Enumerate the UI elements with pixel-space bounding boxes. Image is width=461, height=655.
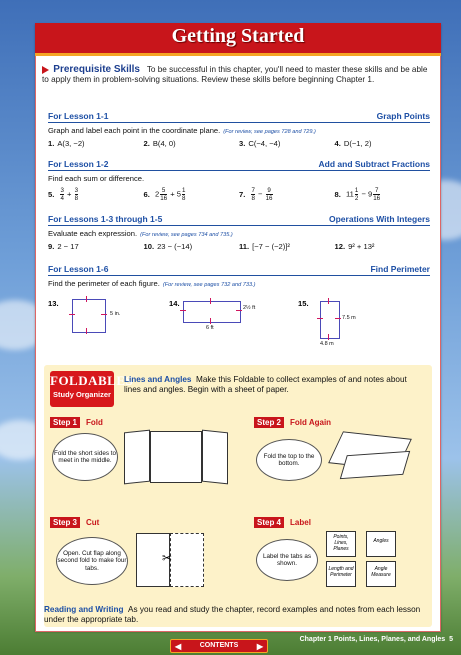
tab-label: Length and Perimeter <box>326 561 356 587</box>
prereq-title: Prerequisite Skills <box>53 64 140 75</box>
step-4-bubble: Label the tabs as shown. <box>256 539 318 581</box>
next-arrow-icon[interactable]: ▶ <box>256 642 263 651</box>
reading-and-writing: Reading and Writing As you read and study the chapter, record examples and notes from each lesson under the appropriate tab. <box>44 605 421 624</box>
step-2-bubble: Fold the top to the bottom. <box>256 439 322 481</box>
contents-button[interactable]: ◀ CONTENTS ▶ <box>170 639 268 653</box>
dimension-label: 4.8 m <box>320 341 334 347</box>
lesson-topic: Find Perimeter <box>370 264 430 274</box>
paper-illustration <box>170 533 204 587</box>
review-note: (For review, see pages 732 and 733.) <box>162 282 256 288</box>
problem: 7. $\frac{7}{8}$ − $\frac{9}{16}$ <box>239 187 273 202</box>
page-title: Getting Started <box>171 25 305 47</box>
problem: 5. $\frac{3}{4}$ + $\frac{3}{8}$ <box>48 187 79 202</box>
figure-13: 13. 5 in. <box>48 293 158 343</box>
problem: 4. D(−1, 2) <box>334 139 372 148</box>
problem: 8. 11 $\frac{1}{2}$ − 9 $\frac{7}{16}$ <box>334 187 381 202</box>
paper-illustration <box>340 451 410 479</box>
page-number: 5 <box>449 636 453 643</box>
prereq-text: To be successful in this chapter, you'll need to master these skills and be able to apply them in problem-solving situations. Review these skills before beginning Chapter 1. <box>42 65 428 84</box>
lesson-heading: For Lesson 1-6 <box>48 264 109 274</box>
foldables-intro: Lines and Angles Make this Foldable to collect examples of and notes about lines and angles. Begin with a sheet of paper. <box>124 375 407 394</box>
lesson-1-3-to-1-5 <box>48 214 430 251</box>
review-note: (For review, see pages 734 and 735.) <box>140 232 233 238</box>
step-2: Step 2 Fold Again <box>254 417 331 428</box>
step-3: Step 3 Cut <box>50 517 99 528</box>
instruction: Evaluate each expression. <box>48 229 138 238</box>
step-1-bubble: Fold the short sides to meet in the middle. <box>52 433 118 481</box>
step-3-bubble: Open. Cut flap along second fold to make four tabs. <box>56 537 128 585</box>
problem: 3. C(−4, −4) <box>239 139 281 148</box>
problem: 10. 23 − (−14) <box>143 242 193 251</box>
problem: 2. B(4, 0) <box>143 139 176 148</box>
tab-label: Angles <box>366 531 396 557</box>
lesson-topic: Graph Points <box>376 111 430 121</box>
problem: 1. A(3, −2) <box>48 139 85 148</box>
page <box>35 24 441 632</box>
dimension-label: 6 ft <box>206 325 214 331</box>
paper-illustration <box>202 430 228 485</box>
lesson-topic: Operations With Integers <box>329 214 430 224</box>
dimension-label: 2½ ft <box>243 305 256 311</box>
step-1: Step 1 Fold <box>50 417 103 428</box>
prev-arrow-icon[interactable]: ◀ <box>175 642 182 651</box>
problem: 9. 2 − 17 <box>48 242 79 251</box>
lesson-1-6 <box>48 264 430 288</box>
step-4: Step 4 Label <box>254 517 311 528</box>
problem: 11. [−7 − (−2)]² <box>239 242 290 251</box>
figure-15: 15. 7.5 m 4.8 m <box>298 299 356 347</box>
scissors-icon: ✂ <box>162 551 173 565</box>
banner <box>35 23 441 56</box>
tab-label: Angle Measure <box>366 561 396 587</box>
instruction: Find each sum or difference. <box>48 174 145 183</box>
dimension-label: 7.5 m <box>342 315 356 321</box>
lesson-heading: For Lesson 1-1 <box>48 111 109 121</box>
prerequisite-skills <box>42 65 434 85</box>
paper-illustration <box>124 430 150 485</box>
arrow-icon <box>42 66 49 74</box>
foldables-panel <box>44 365 432 627</box>
paper-illustration <box>150 431 202 483</box>
tab-label: Points, Lines, Planes <box>326 531 356 557</box>
problem: 12. 9² + 13² <box>334 242 375 251</box>
instruction: Find the perimeter of each figure. <box>48 279 160 288</box>
instruction: Graph and label each point in the coordinate plane. <box>48 126 221 135</box>
lesson-1-1 <box>48 111 430 148</box>
lesson-1-2 <box>48 159 430 202</box>
figure-14: 14. 2½ ft 6 ft <box>169 299 256 331</box>
dimension-label: 5 in. <box>110 311 121 317</box>
foldables-logo: FOLDABLES Study Organizer <box>50 371 114 407</box>
lesson-heading: For Lesson 1-2 <box>48 159 109 169</box>
lesson-heading: For Lessons 1-3 through 1-5 <box>48 214 163 224</box>
review-note: (For review, see pages 728 and 729.) <box>223 129 316 135</box>
problem: 6. 2 $\frac{5}{16}$ + 5 $\frac{1}{8}$ <box>143 187 186 202</box>
lesson-topic: Add and Subtract Fractions <box>318 159 430 169</box>
footer-chapter: Chapter 1 Points, Lines, Planes, and Angles 5 <box>299 636 453 643</box>
